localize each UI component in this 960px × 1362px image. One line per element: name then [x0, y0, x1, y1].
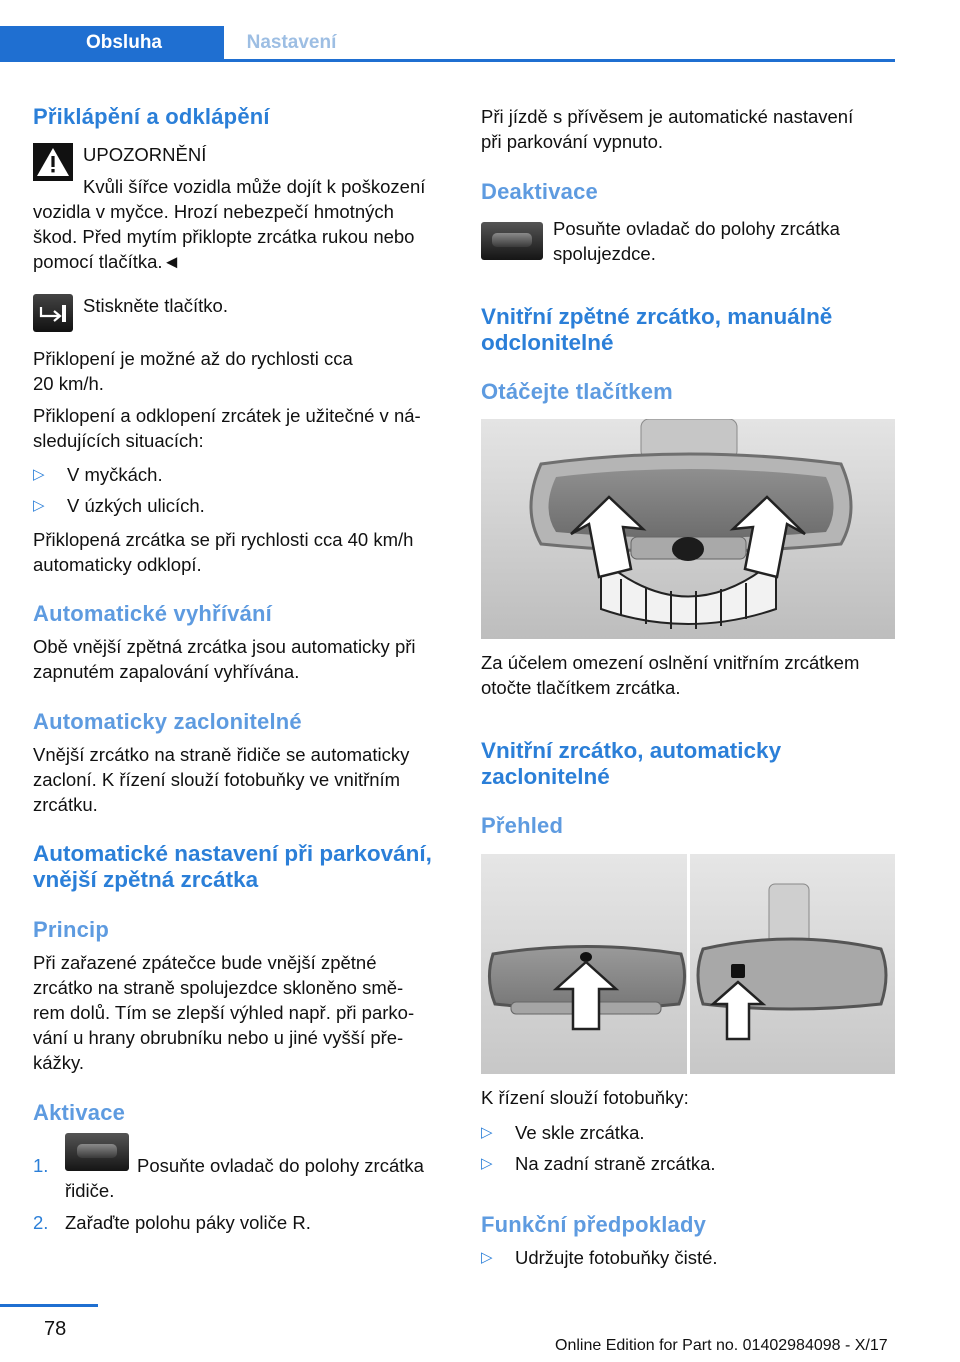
mirror-switch-passenger-icon: [481, 222, 543, 260]
paragraph-line: spolujezdce.: [553, 243, 656, 264]
paragraph-line: Při zařazené zpátečce bude vnější zpětné: [33, 952, 377, 973]
edition-footer: Online Edition for Part no. 01402984098 - X/17: [555, 1337, 888, 1354]
heading-priklapeni: Přiklápění a odklápění: [33, 104, 270, 129]
heading-funkcni: Funkční předpoklady: [481, 1212, 707, 1237]
paragraph-line: K řízení slouží fotobuňky:: [481, 1087, 689, 1108]
press-button-text: Stiskněte tlačítko.: [83, 295, 228, 316]
paragraph-line: Za účelem omezení oslnění vnitřním zrcátkem: [481, 652, 860, 673]
paragraph-line: zrcátko na straně spolujezdce skloněno smě‐: [33, 977, 404, 998]
rearview-mirror-dimmer-photo: [481, 419, 895, 639]
heading-princip: Princip: [33, 917, 109, 942]
heading-vnitrni-auto: zaclonitelné: [481, 764, 610, 789]
heading-vyhrivani: Automatické vyhřívání: [33, 601, 272, 626]
heading-vnitrni-auto: Vnitřní zrcátko, automaticky: [481, 738, 782, 763]
heading-deaktivace: Deaktivace: [481, 179, 598, 204]
bullet-triangle-icon: ▷: [33, 466, 45, 483]
paragraph-line: Vnější zrcátko na straně řidiče se automaticky: [33, 744, 410, 765]
paragraph-line: zacloní. K řízení slouží fotobuňky ve vnitřním: [33, 769, 401, 790]
heading-zaclonitelne: Automaticky zaclonitelné: [33, 709, 302, 734]
mirror-switch-driver-icon: [65, 1133, 129, 1171]
bullet-triangle-icon: ▷: [481, 1124, 493, 1141]
paragraph-line: při parkování vypnuto.: [481, 131, 664, 152]
paragraph-line: sledujících situacích:: [33, 430, 204, 451]
paragraph-line: zapnutém zapalování vyhřívána.: [33, 661, 300, 682]
paragraph-line: rem dolů. Tím se zlepší výhled např. při parko‐: [33, 1002, 415, 1023]
paragraph-line: 20 km/h.: [33, 373, 104, 394]
warning-text-line: škod. Před mytím přiklopte zrcátka rukou nebo: [33, 226, 415, 247]
heading-otacejte: Otáčejte tlačítkem: [481, 379, 673, 404]
auto-dimming-mirror-photo: [481, 854, 895, 1074]
warning-text-line: pomocí tlačítka.◄: [33, 251, 181, 272]
heading-vnitrni-manual: odclonitelné: [481, 330, 614, 355]
bullet-triangle-icon: ▷: [33, 497, 45, 514]
warning-text-line: vozidla v myčce. Hrozí nebezpečí hmotných: [33, 201, 394, 222]
bullet-triangle-icon: ▷: [481, 1249, 493, 1266]
paragraph-line: Přiklopená zrcátka se při rychlosti cca 40 km/h: [33, 529, 414, 550]
paragraph-line: automaticky odklopí.: [33, 554, 202, 575]
paragraph-line: otočte tlačítkem zrcátka.: [481, 677, 681, 698]
paragraph-line: Při jízdě s přívěsem je automatické nastavení: [481, 106, 854, 127]
heading-aktivace: Aktivace: [33, 1100, 126, 1125]
paragraph-line: vání u hrany obrubníku nebo u jiné vyšší pře‐: [33, 1027, 404, 1048]
tab-obsluha[interactable]: Obsluha: [0, 26, 224, 59]
chapter-tab-bar: [0, 26, 895, 62]
mirror-fold-button-icon: [33, 294, 73, 332]
tab-bar-underline: [0, 59, 895, 62]
bullet-triangle-icon: ▷: [481, 1155, 493, 1172]
footer-rule: [0, 1304, 98, 1307]
tab-nastaveni[interactable]: Nastavení: [246, 32, 337, 53]
paragraph-line: Přiklopení je možné až do rychlosti cca: [33, 348, 353, 369]
paragraph-line: Obě vnější zpětná zrcátka jsou automaticky při: [33, 636, 416, 657]
warning-triangle-icon: [33, 143, 73, 181]
warning-text-line: Kvůli šířce vozidla může dojít k poškození: [83, 176, 426, 197]
paragraph-line: Posuňte ovladač do polohy zrcátka: [553, 218, 840, 239]
heading-prehled: Přehled: [481, 813, 564, 838]
heading-vnitrni-manual: Vnitřní zpětné zrcátko, manuálně: [481, 304, 833, 329]
heading-parkovani: Automatické nastavení při parkování,: [33, 841, 432, 866]
paragraph-line: zrcátku.: [33, 794, 98, 815]
warning-title: UPOZORNĚNÍ: [83, 144, 207, 165]
paragraph-line: Přiklopení a odklopení zrcátek je užitečné v ná‐: [33, 405, 421, 426]
paragraph-line: kážky.: [33, 1052, 85, 1073]
heading-parkovani: vnější zpětná zrcátka: [33, 867, 259, 892]
page-number: 78: [44, 1318, 67, 1340]
